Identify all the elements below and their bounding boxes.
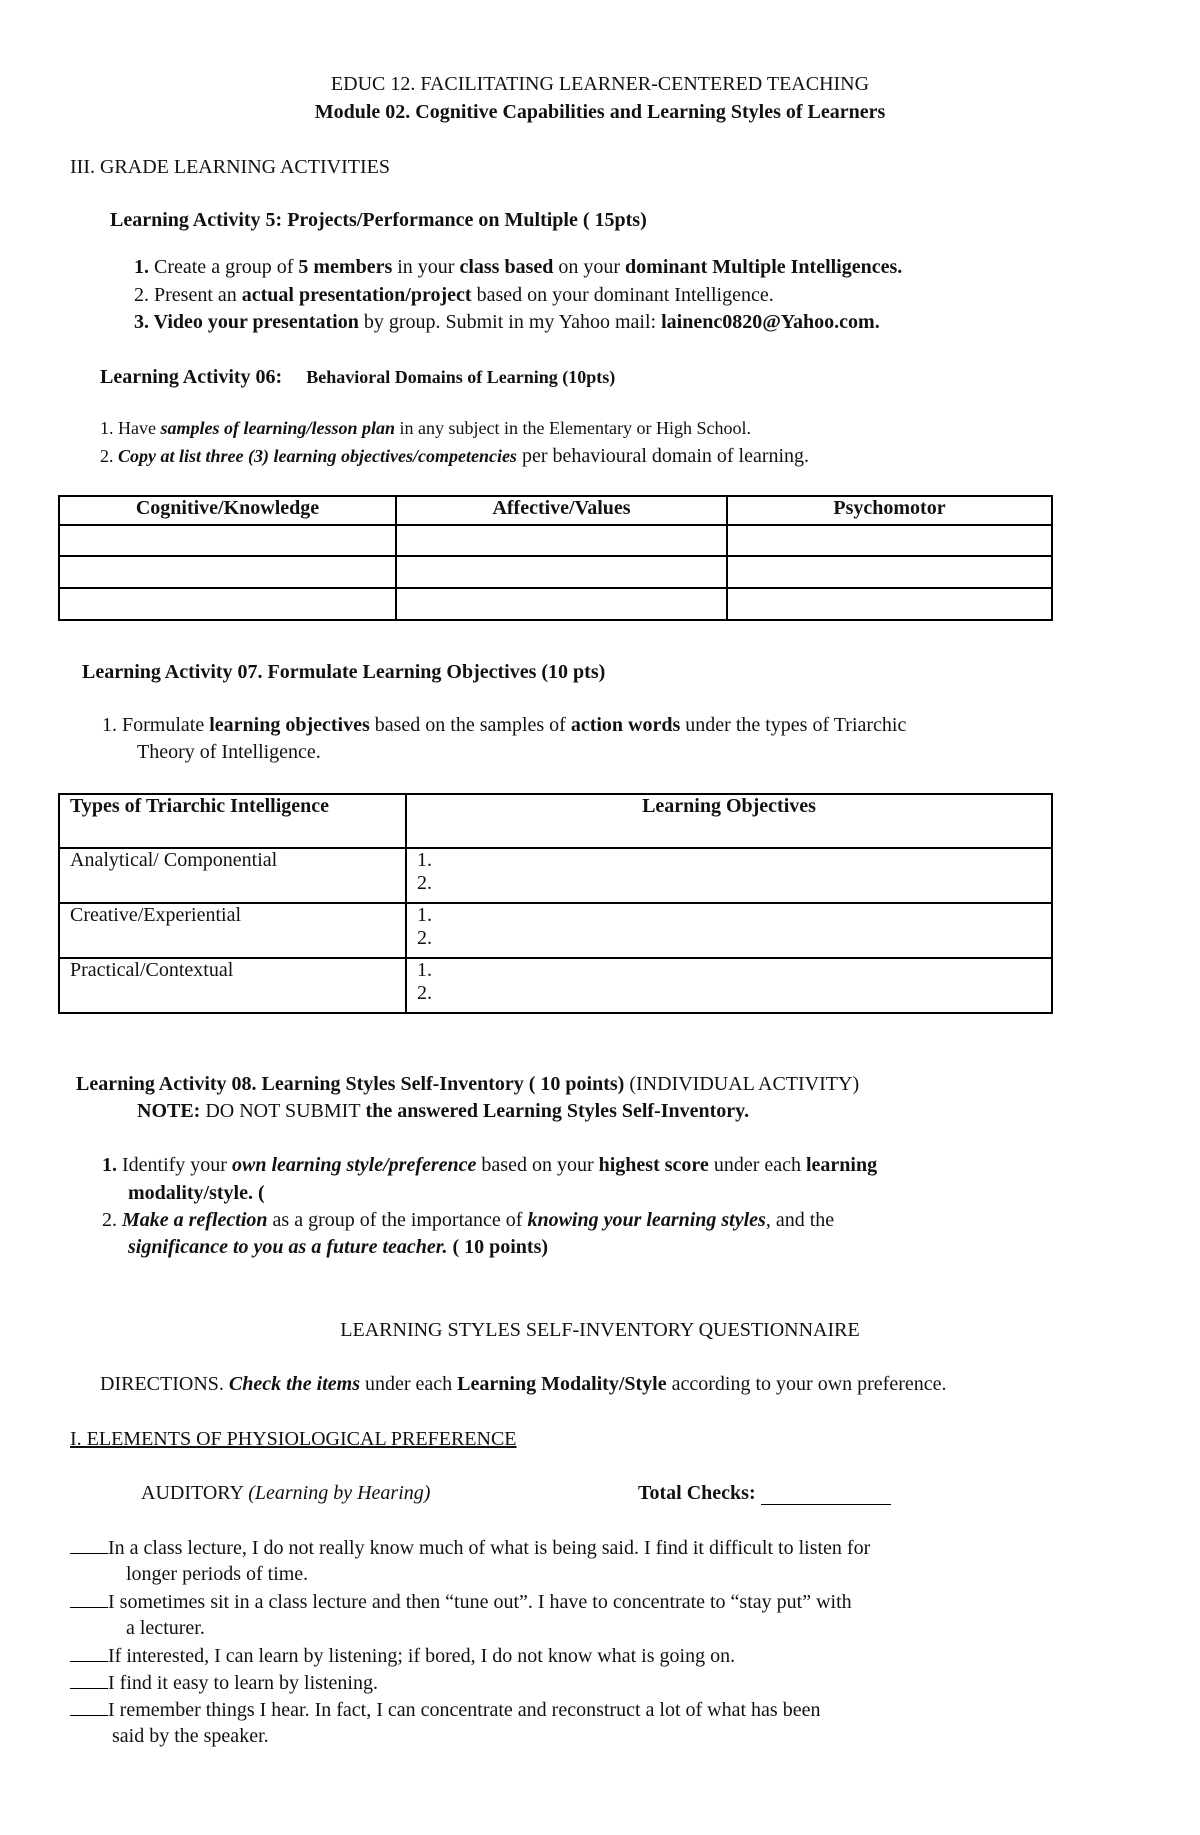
activity5-item-3: 3. Video your presentation by group. Submit in my Yahoo mail: lainenc0820@Yahoo.com. [134, 311, 880, 333]
activity6-item-2: 2. Copy at list three (3) learning objectives/competencies per behavioural domain of learning. [100, 445, 810, 467]
table-row [59, 556, 1052, 588]
module-title: Module 02. Cognitive Capabilities and Learning Styles of Learners [314, 101, 886, 123]
table-row [59, 848, 1052, 903]
activity7-title: Learning Activity 07. Formulate Learning Objectives (10 pts) [82, 661, 606, 683]
activity5-title: Learning Activity 5: Projects/Performance on Multiple ( 15pts) [110, 209, 647, 231]
table-cell[interactable] [59, 525, 396, 556]
table-cell[interactable] [396, 556, 727, 588]
activity6-title: Learning Activity 06: Behavioral Domains of Learning (10pts) [100, 366, 616, 388]
table-row [59, 958, 1052, 1013]
table-row [59, 903, 1052, 958]
activity7-item-1: 1. Formulate learning objectives based on the samples of action words under the types of Triarchic [102, 714, 907, 736]
table-header: Cognitive/Knowledge [59, 496, 396, 525]
auditory-heading: AUDITORY (Learning by Hearing) [141, 1482, 431, 1504]
activity8-title: Learning Activity 08. Learning Styles Self-Inventory ( 10 points) (INDIVIDUAL ACTIVITY) [76, 1073, 860, 1095]
checklist-item: In a class lecture, I do not really know much of what is being said. I find it difficult to listen for [70, 1535, 870, 1560]
questionnaire-title: LEARNING STYLES SELF-INVENTORY QUESTIONNAIRE [340, 1319, 860, 1341]
checklist-item-cont: longer periods of time. [126, 1563, 309, 1585]
activity8-item-2: 2. Make a reflection as a group of the importance of knowing your learning styles, and the [102, 1209, 835, 1231]
activity5-item-2: 2. Present an actual presentation/project based on your dominant Intelligence. [134, 284, 774, 306]
table-row [59, 588, 1052, 620]
checklist-item: I find it easy to learn by listening. [70, 1670, 378, 1695]
objective-cell[interactable]: 1. 2. [406, 848, 1052, 903]
check-blank[interactable] [70, 1535, 108, 1554]
table-cell[interactable] [59, 588, 396, 620]
table-cell[interactable] [59, 556, 396, 588]
activity8-item-1: 1. Identify your own learning style/preference based on your highest score under each learning [102, 1154, 878, 1176]
checklist-item-cont: said by the speaker. [112, 1725, 269, 1747]
checklist-item: I remember things I hear. In fact, I can concentrate and reconstruct a lot of what has been [70, 1697, 820, 1722]
table-cell[interactable] [727, 556, 1052, 588]
table-cell[interactable] [727, 525, 1052, 556]
behavioral-domains-table [58, 495, 1053, 621]
physiological-section-title: I. ELEMENTS OF PHYSIOLOGICAL PREFERENCE [70, 1428, 517, 1450]
table-row [59, 525, 1052, 556]
total-checks: Total Checks: [638, 1481, 891, 1505]
section-heading: III. GRADE LEARNING ACTIVITIES [70, 156, 390, 178]
activity5-item-1: 1. Create a group of 5 members in your class based on your dominant Multiple Intelligences. [134, 256, 903, 278]
check-blank[interactable] [70, 1643, 108, 1662]
table-cell[interactable] [396, 588, 727, 620]
table-cell[interactable] [396, 525, 727, 556]
check-blank[interactable] [70, 1589, 108, 1608]
triarchic-type: Analytical/ Componential [59, 848, 406, 903]
course-title: EDUC 12. FACILITATING LEARNER-CENTERED TEACHING [330, 73, 870, 95]
objective-cell[interactable]: 1. 2. [406, 903, 1052, 958]
checklist-item-cont: a lecturer. [126, 1617, 205, 1639]
table-header: Types of Triarchic Intelligence [59, 794, 406, 848]
triarchic-type: Creative/Experiential [59, 903, 406, 958]
total-checks-blank[interactable] [761, 1484, 891, 1505]
table-header: Affective/Values [396, 496, 727, 525]
check-blank[interactable] [70, 1697, 108, 1716]
questionnaire-directions: DIRECTIONS. Check the items under each Learning Modality/Style according to your own preference. [100, 1373, 947, 1395]
activity8-item-2-cont: significance to you as a future teacher. ( 10 points) [128, 1236, 549, 1258]
activity8-note: NOTE: DO NOT SUBMIT the answered Learning Styles Self-Inventory. [137, 1100, 750, 1122]
table-header: Psychomotor [727, 496, 1052, 525]
activity7-item-1-cont: Theory of Intelligence. [137, 741, 321, 763]
activity8-item-1-cont: modality/style. ( [128, 1182, 265, 1204]
objective-cell[interactable]: 1. 2. [406, 958, 1052, 1013]
activity6-item-1: 1. Have samples of learning/lesson plan in any subject in the Elementary or High School. [100, 418, 751, 438]
checklist-item: I sometimes sit in a class lecture and then “tune out”. I have to concentrate to “stay put” with [70, 1589, 852, 1614]
table-cell[interactable] [727, 588, 1052, 620]
table-header: Learning Objectives [406, 794, 1052, 848]
triarchic-type: Practical/Contextual [59, 958, 406, 1013]
check-blank[interactable] [70, 1670, 108, 1689]
checklist-item: If interested, I can learn by listening; if bored, I do not know what is going on. [70, 1643, 735, 1668]
triarchic-table [58, 793, 1053, 1014]
